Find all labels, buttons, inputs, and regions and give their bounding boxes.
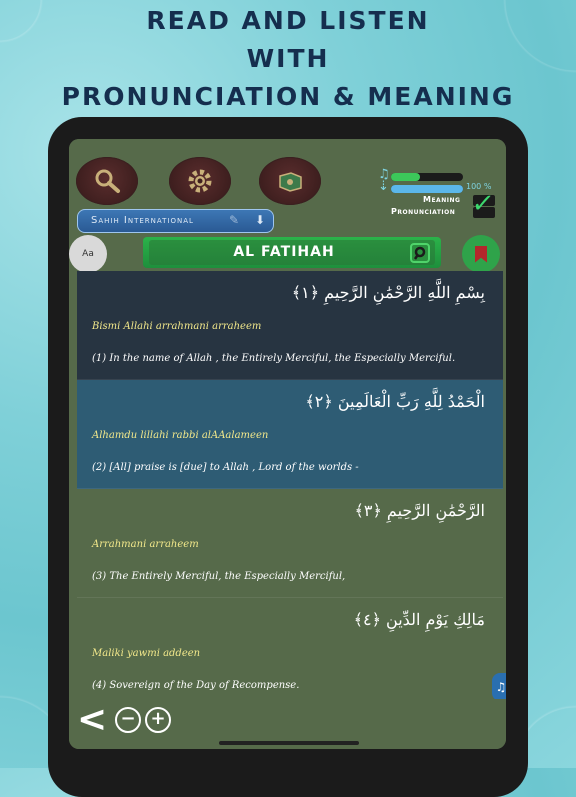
search-button[interactable] [76, 157, 138, 205]
verse-meaning: (4) Sovereign of the Day of Recompense. [92, 680, 300, 691]
verse-item[interactable] [77, 271, 503, 380]
bottom-toolbar [69, 699, 506, 749]
verse-list [77, 271, 503, 707]
verse-meaning: (2) [All] praise is [due] to Allah , Lord of the worlds - [92, 462, 359, 473]
download-arrow-icon: ⇣ [378, 179, 389, 194]
app-screen [69, 139, 506, 749]
headline-line-2: WITH [246, 44, 330, 73]
verse-transliteration: Bismi Allahi arrahmani arraheem [92, 321, 262, 332]
translator-selector[interactable] [77, 209, 274, 233]
quran-book-icon [275, 166, 305, 196]
side-music-button[interactable]: ♫ [492, 673, 506, 701]
headline-line-3: PRONUNCIATION & MEANING [61, 82, 515, 111]
verse-meaning: (3) The Entirely Merciful, the Especially Merciful, [92, 571, 346, 582]
audio-progress-bar[interactable] [391, 173, 463, 181]
verse-arabic: الرَّحْمَٰنِ الرَّحِيمِ ﴿٣﴾ [354, 501, 485, 520]
audio-progress-fill [391, 173, 420, 181]
top-toolbar [69, 139, 506, 271]
settings-button[interactable] [169, 157, 231, 205]
gear-icon [185, 166, 215, 196]
zoom-in-button[interactable]: + [145, 707, 171, 733]
music-note-icon: ♫ [378, 167, 390, 182]
quran-button[interactable] [259, 157, 321, 205]
bookmark-button[interactable] [462, 235, 500, 273]
verse-item[interactable] [77, 380, 503, 489]
back-button[interactable]: < [77, 699, 108, 740]
bookmark-icon [475, 246, 487, 263]
font-size-button[interactable]: Aa [69, 235, 107, 273]
pencil-icon[interactable]: ✎ [229, 213, 240, 227]
surah-search-icon[interactable] [410, 243, 430, 263]
download-icon[interactable]: ⬇ [254, 213, 265, 227]
verse-meaning: (1) In the name of Allah , the Entirely Merciful, the Especially Merciful. [92, 353, 456, 364]
verse-arabic: مَالِكِ يَوْمِ الدِّينِ ﴿٤﴾ [353, 610, 485, 629]
download-progress-bar [391, 185, 463, 193]
zoom-out-button[interactable]: − [115, 707, 141, 733]
search-icon [92, 166, 122, 196]
verse-arabic: بِسْمِ اللَّهِ الرَّحْمَٰنِ الرَّحِيمِ ﴿١﴾ [291, 283, 485, 302]
pronunciation-label: Pronunciation [391, 207, 456, 216]
verse-transliteration: Alhamdu lillahi rabbi alAAalameen [92, 430, 269, 441]
home-indicator [219, 741, 359, 745]
surah-title: AL FATIHAH [233, 244, 335, 260]
download-progress-fill [391, 185, 463, 193]
meaning-label: Meaning [423, 195, 461, 204]
surah-title-bar [143, 237, 441, 268]
checkmark-icon: ✓ [469, 189, 496, 219]
download-percent: 100 % [466, 182, 492, 191]
verse-item[interactable] [77, 598, 503, 707]
verse-transliteration: Arrahmani arraheem [92, 539, 199, 550]
verse-transliteration: Maliki yawmi addeen [92, 648, 201, 659]
verse-arabic: الْحَمْدُ لِلَّهِ رَبِّ الْعَالَمِينَ ﴿٢﴾ [305, 392, 485, 411]
verse-item[interactable] [77, 489, 503, 598]
headline-line-1: READ AND LISTEN [146, 6, 430, 35]
magnifier-icon [412, 245, 428, 261]
translator-label: Sahih International [91, 215, 194, 226]
